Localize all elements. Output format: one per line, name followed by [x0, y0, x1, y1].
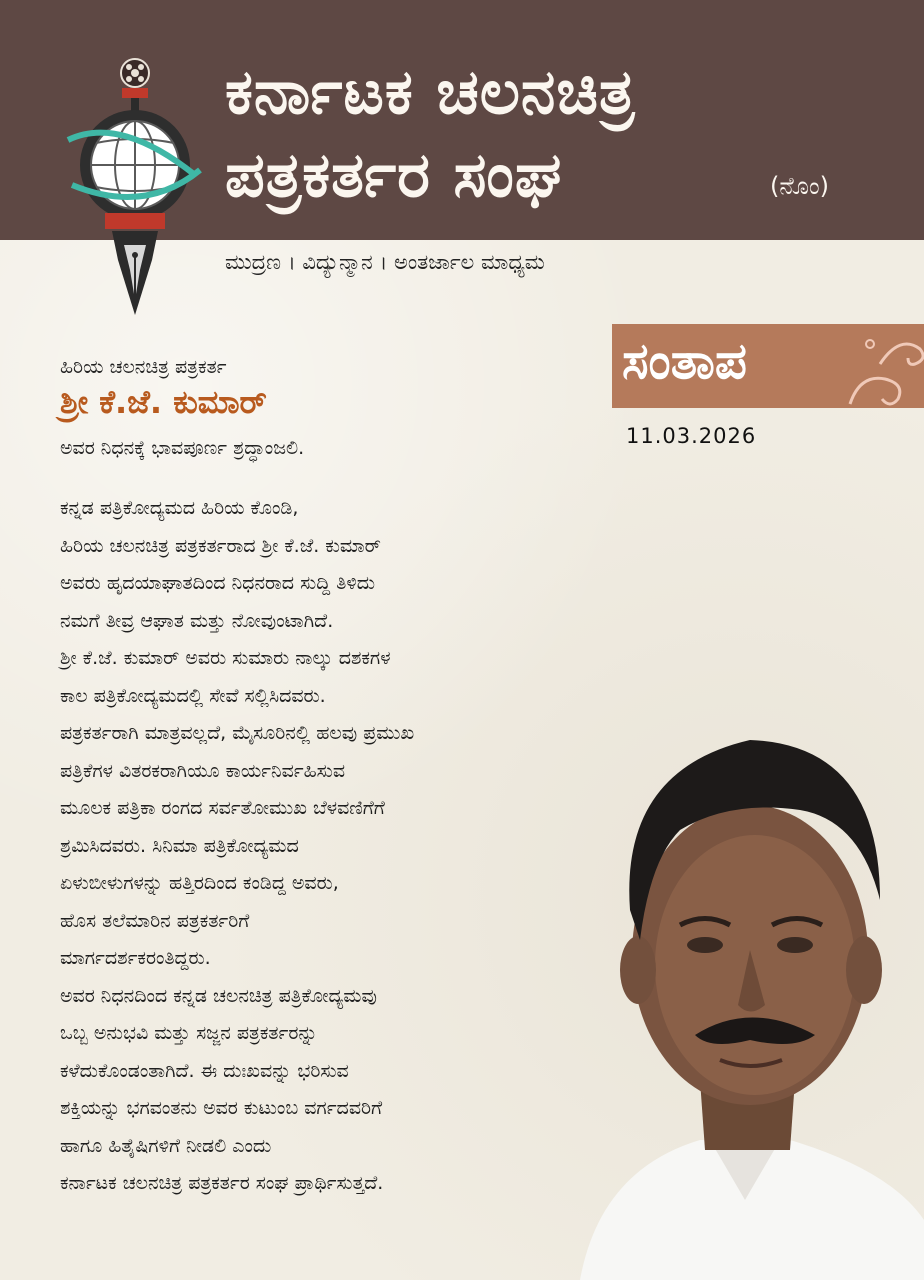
- message-line: ಶ್ರಮಿಸಿದವರು. ಸಿನಿಮಾ ಪತ್ರಿಕೋದ್ಯಮದ: [60, 834, 299, 857]
- org-title-line2: ಪತ್ರಕರ್ತರ ಸಂಘ: [225, 138, 563, 211]
- message-line: ಹಿರಿಯ ಚಲನಚಿತ್ರ ಪತ್ರಕರ್ತರಾದ ಶ್ರೀ ಕೆ.ಜೆ. ಕುಮಾರ್: [60, 534, 381, 557]
- portrait-photo: [560, 700, 924, 1280]
- message-line: ಏಳುಬೀಳುಗಳನ್ನು ಹತ್ತಿರದಿಂದ ಕಂಡಿದ್ದ ಅವರು,: [60, 872, 339, 894]
- deceased-name: ಶ್ರೀ ಕೆ.ಜೆ. ಕುಮಾರ್: [60, 383, 267, 421]
- message-line: ಶ್ರೀ ಕೆ.ಜೆ. ಕುಮಾರ್ ಅವರು ಸುಮಾರು ನಾಲ್ಕು ದಶಕಗಳ: [60, 647, 391, 669]
- message-line: ಹಾಗೂ ಹಿತೈಷಿಗಳಿಗೆ ನೀಡಲಿ ಎಂದು: [60, 1134, 272, 1157]
- message-line: ನಮಗೆ ತೀವ್ರ ಆಘಾತ ಮತ್ತು ನೋವುಂಟಾಗಿದೆ.: [60, 609, 334, 632]
- message-line: ಮಾರ್ಗದರ್ಶಕರಂತಿದ್ದರು.: [60, 947, 211, 969]
- condolence-badge-label: ಸಂತಾಪ: [622, 332, 747, 390]
- message-line: ಕನ್ನಡ ಪತ್ರಿಕೋದ್ಯಮದ ಹಿರಿಯ ಕೊಂಡಿ,: [60, 497, 299, 519]
- message-line: ಕರ್ನಾಟಕ ಚಲನಚಿತ್ರ ಪತ್ರಕರ್ತರ ಸಂಘ ಪ್ರಾರ್ಥಿಸುತ್ತದೆ.: [60, 1172, 384, 1194]
- condolence-date: 11.03.2026: [626, 424, 757, 448]
- globe-pen-logo-icon: [60, 55, 205, 320]
- org-title-line1: ಕರ್ನಾಟಕ ಚಲನಚಿತ್ರ: [225, 55, 636, 128]
- media-subtitle: ಮುದ್ರಣ । ವಿದ್ಯುನ್ಮಾನ । ಅಂತರ್ಜಾಲ ಮಾಧ್ಯಮ: [225, 250, 545, 274]
- message-line: ಮೂಲಕ ಪತ್ರಿಕಾ ರಂಗದ ಸರ್ವತೋಮುಖ ಬೆಳವಣಿಗೆಗೆ: [60, 797, 385, 819]
- intro-tribute: ಅವರ ನಿಧನಕ್ಕೆ ಭಾವಪೂರ್ಣ ಶ್ರದ್ಧಾಂಜಲಿ.: [60, 437, 305, 459]
- message-line: ಪತ್ರಿಕೆಗಳ ವಿತರಕರಾಗಿಯೂ ಕಾರ್ಯನಿರ್ವಹಿಸುವ: [60, 759, 346, 782]
- message-line: ಶಕ್ತಿಯನ್ನು ಭಗವಂತನು ಅವರ ಕುಟುಂಬ ವರ್ಗದವರಿಗೆ: [60, 1097, 383, 1119]
- message-line: ಹೊಸ ತಲೆಮಾರಿನ ಪತ್ರಕರ್ತರಿಗೆ: [60, 909, 250, 932]
- registration-mark: (ನೊಂ): [770, 172, 829, 200]
- intro-designation: ಹಿರಿಯ ಚಲನಚಿತ್ರ ಪತ್ರಕರ್ತ: [60, 356, 227, 378]
- message-line: ಕಾಲ ಪತ್ರಿಕೋದ್ಯಮದಲ್ಲಿ ಸೇವೆ ಸಲ್ಲಿಸಿದವರು.: [60, 684, 326, 707]
- message-line: ಒಬ್ಬ ಅನುಭವಿ ಮತ್ತು ಸಜ್ಜನ ಪತ್ರಕರ್ತರನ್ನು: [60, 1022, 318, 1044]
- message-line: ಪತ್ರಕರ್ತರಾಗಿ ಮಾತ್ರವಲ್ಲದೆ, ಮೈಸೂರಿನಲ್ಲಿ ಹಲವು ಪ್ರಮುಖ: [60, 722, 415, 744]
- message-line: ಕಳೆದುಕೊಂಡಂತಾಗಿದೆ. ಈ ದುಃಖವನ್ನು ಭರಿಸುವ: [60, 1059, 349, 1082]
- decorative-swirl-icon: [840, 324, 924, 414]
- message-line: ಅವರ ನಿಧನದಿಂದ ಕನ್ನಡ ಚಲನಚಿತ್ರ ಪತ್ರಿಕೋದ್ಯಮವು: [60, 984, 377, 1007]
- message-line: ಅವರು ಹೃದಯಾಘಾತದಿಂದ ನಿಧನರಾದ ಸುದ್ದಿ ತಿಳಿದು: [60, 572, 376, 594]
